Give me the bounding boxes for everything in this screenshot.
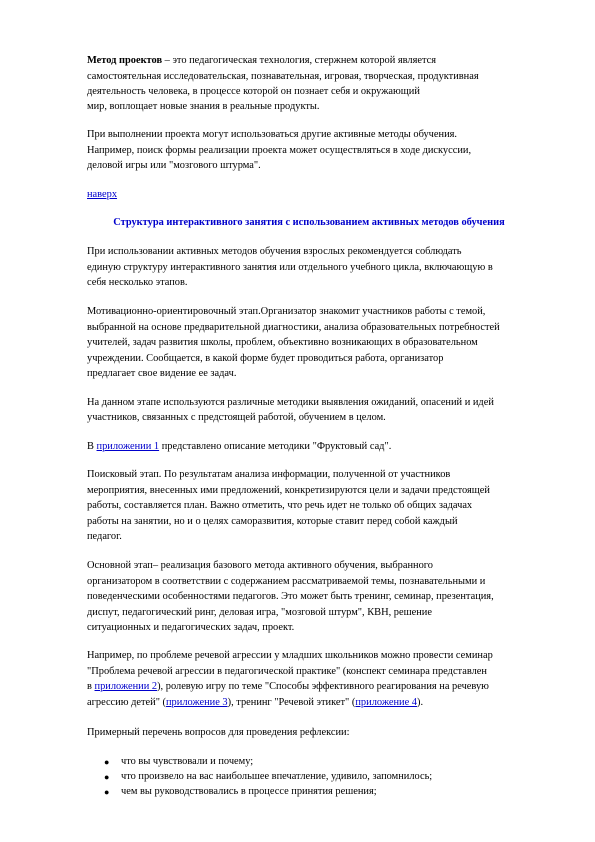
- p5-line-1: На данном этапе используются различные методики выявления ожиданий, опасений и идей: [87, 397, 494, 408]
- p8-line-3: поведенческими особенностями педагогов. Это может быть тренинг, семинар, презентация,: [87, 591, 494, 602]
- p1-line-4: мир, воплощает новые знания в реальные продукты.: [87, 101, 320, 112]
- bullet-icon: ●: [104, 772, 110, 782]
- p7-line-4: работы на занятии, но и о целях саморазвития, которые ставит перед собой каждый: [87, 516, 458, 527]
- p4-line-2: выбранной на основе предварительной диагностики, анализа образовательных потребностей: [87, 322, 500, 333]
- p1-line-1: [87, 54, 436, 68]
- p3-line-1: При использовании активных методов обучения взрослых рекомендуется соблюдать: [87, 246, 462, 257]
- p9-line-1: Например, по проблеме речевой агрессии у младших школьников можно провести семинар: [87, 650, 493, 661]
- appendix-2-link[interactable]: приложении 2: [94, 681, 158, 692]
- p7-line-2: мероприятия, внесенных ими предложений, конкретизируются цели и задачи предстоящей: [87, 485, 490, 496]
- p8-line-2: организатором в соответствии с содержанием рассматриваемой темы, познавательными и: [87, 576, 486, 587]
- p9-line-3-suffix: ), ролевую игру по теме "Способы эффективного реагирования на речевую: [157, 681, 489, 692]
- appendix-4-link[interactable]: приложение 4: [355, 697, 417, 708]
- p9-line-3-prefix: в: [87, 681, 95, 692]
- section-title: Структура интерактивного занятия с использованием активных методов обучения: [113, 217, 505, 228]
- p9-line-3: [87, 680, 489, 694]
- p7-line-3: работы, составляется план. Важно отметить, что речь идет не только об общих задачах: [87, 500, 473, 511]
- p4-line-5: предлагает свое видение ее задач.: [87, 368, 237, 379]
- p6-suffix: представлено описание методики "Фруктовый сад".: [159, 441, 392, 452]
- p9-line-4-prefix: агрессию детей" (: [87, 697, 166, 708]
- term-project-method: Метод проектов: [87, 55, 163, 66]
- p2-line-3: деловой игры или "мозгового штурма".: [87, 160, 261, 171]
- p1-line-1-rest: – это педагогическая технология, стержнем которой является: [162, 55, 437, 66]
- appendix-3-link[interactable]: приложение 3: [166, 697, 228, 708]
- p3-line-2: единую структуру интерактивного занятия или отдельного учебного цикла, включающую в: [87, 262, 493, 273]
- p9-line-4: [87, 696, 423, 710]
- p7-line-1: Поисковый этап. По результатам анализа информации, полученной от участников: [87, 469, 451, 480]
- list-item: что произвело на вас наибольшее впечатление, удивило, запомнилось;: [121, 771, 433, 782]
- p8-line-1: Основной этап– реализация базового метода активного обучения, выбранного: [87, 560, 433, 571]
- list-item: что вы чувствовали и почему;: [121, 756, 254, 767]
- p4-line-3: учителей, задач развития школы, проблем, объективно возникающих в образовательном: [87, 337, 478, 348]
- p1-line-2: самостоятельная исследовательская, познавательная, игровая, творческая, продуктивная: [87, 71, 479, 82]
- p2-line-1: При выполнении проекта могут использоваться другие активные методы обучения.: [87, 129, 458, 140]
- p9-line-2: "Проблема речевой агрессии в педагогической практике" (конспект семинара представлен: [87, 666, 487, 677]
- p4-line-4: учреждении. Сообщается, в какой форме будет проводиться работа, организатор: [87, 353, 444, 364]
- reflection-intro: Примерный перечень вопросов для проведения рефлексии:: [87, 727, 350, 738]
- p8-line-4: диспут, педагогический ринг, деловая игра, "мозговой штурм", КВН, решение: [87, 607, 432, 618]
- p9-line-4-mid: ), тренинг "Речевой этикет" (: [227, 697, 356, 708]
- top-link[interactable]: наверх: [87, 189, 118, 200]
- p4-line-1: Мотивационно-ориентировочный этап.Организатор знакомит участников работы с темой,: [87, 306, 486, 317]
- appendix-1-link[interactable]: приложении 1: [96, 441, 160, 452]
- p9-line-4-suffix: ).: [417, 697, 424, 708]
- p2-line-2: Например, поиск формы реализации проекта может осуществляться в ходе дискуссии,: [87, 145, 472, 156]
- list-item: чем вы руководствовались в процессе принятия решения;: [121, 786, 377, 797]
- bullet-icon: ●: [104, 757, 110, 767]
- p6-prefix: В: [87, 441, 97, 452]
- p7-line-5: педагог.: [87, 531, 122, 542]
- p8-line-5: ситуационных и педагогических задач, проект.: [87, 622, 295, 633]
- bullet-icon: ●: [104, 787, 110, 797]
- p3-line-3: себя несколько этапов.: [87, 277, 188, 288]
- p5-line-2: участников, связанных с предстоящей работой, обучением в целом.: [87, 412, 386, 423]
- p1-line-3: деятельность человека, в процессе которой он познает себя и окружающий: [87, 86, 420, 97]
- p6-line: [87, 440, 391, 454]
